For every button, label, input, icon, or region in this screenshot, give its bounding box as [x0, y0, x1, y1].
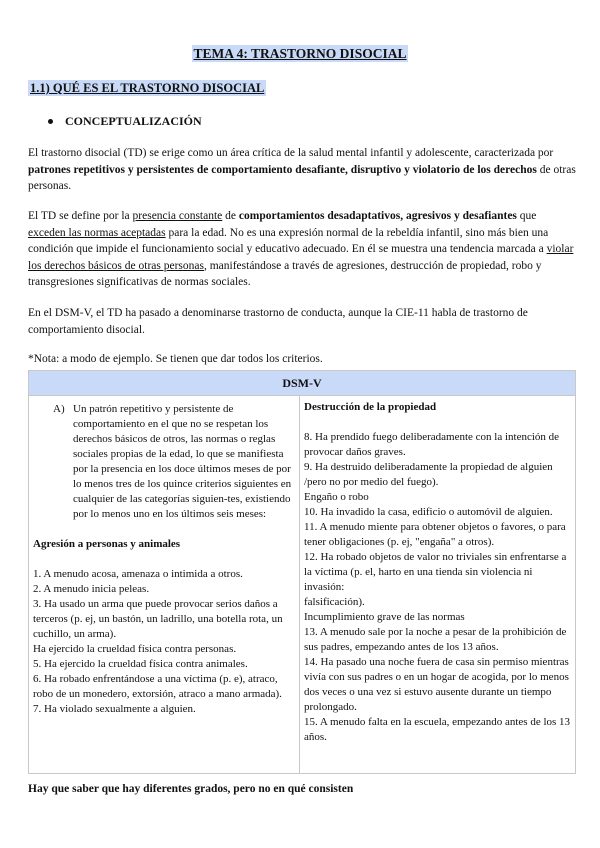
list-item: 9. Ha destruido deliberadamente la propiedad de alguien /pero no por medio del fuego).	[304, 461, 553, 488]
final-note: Hay que saber que hay diferentes grados, pero no en qué consisten	[28, 783, 354, 795]
list-item: 11. A menudo miente para obtener objetos o favores, o para tener obligaciones (p. ej, "engaña" a otros).	[304, 521, 566, 548]
criterion-a-label: A)	[53, 403, 65, 415]
bullet-heading: CONCEPTUALIZACIÓN	[48, 113, 202, 130]
right-heading: Destrucción de la propiedad	[304, 401, 437, 413]
paragraph-definition: El trastorno disocial (TD) se erige como un área crítica de la salud mental infantil y adolescente, caracterizada por patrones repetitivos y persistentes de comportamiento desafiante, disruptivo y violatorio de los derechos de otras personas.	[28, 147, 576, 192]
table-header: DSM-V	[29, 371, 575, 396]
list-item: Incumplimiento grave de las normas	[304, 611, 465, 623]
section-heading: 1.1) QUÉ ES EL TRASTORNO DISOCIAL	[30, 81, 265, 95]
list-item: 12. Ha robado objetos de valor no triviales sin enfrentarse a la víctima (p. el, harto en una tienda sin violencia ni invasión:	[304, 551, 567, 593]
note-text: *Nota: a modo de ejemplo. Se tienen que dar todos los criterios.	[28, 353, 323, 365]
criterion-a-text: Un patrón repetitivo y persistente de comportamiento en el que no se respetan los derechos básicos de otros, las normas o reglas sociales propias de la edad, lo que se manifiesta por la presencia en los doce últimos meses de por lo menos tres de los quince criterios siguientes en cualquier de las categorías siguien-tes, existiendo por lo menos uno en los últimos seis meses:	[73, 403, 292, 520]
list-item: 1. A menudo acosa, amenaza o intimida a otros.	[33, 568, 243, 580]
list-item: 14. Ha pasado una noche fuera de casa sin permiso mientras vivía con sus padres o en un hogar de acogida, por lo menos dos veces o una vez si estuvo ausente durante un tiempo	[304, 656, 569, 698]
list-item: 5. Ha ejercido la crueldad física contra animales.	[33, 658, 248, 670]
left-heading: Agresión a personas y animales	[33, 538, 181, 550]
left-list	[33, 567, 295, 717]
document-title: TEMA 4: TRASTORNO DISOCIAL	[193, 46, 407, 61]
list-item: 6. Ha robado enfrentándose a una víctima (p. e), atraco, robo de un monedero, extorsión, atraco a mano armada).	[33, 673, 282, 700]
bullet-dot-icon	[48, 119, 53, 124]
paragraph-description: El TD se define por la presencia constante de comportamientos desadaptativos, agresivos y desafiantes que exceden las normas aceptadas para la edad. No es una expresión normal de la rebeldía infantil, sino más bien una condición que impide el funcionamiento social y educativo adecuado. En él se muestra una tendencia marcada a violar los derechos básicos de otras personas, manifestándose a través de agresiones, destrucción de propiedad, robo y transgresiones significativas de normas sociales.	[28, 210, 574, 288]
list-item: 8. Ha prendido fuego deliberadamente con la intención de provocar daños graves.	[304, 431, 560, 458]
list-item: Engaño o robo	[304, 491, 369, 503]
list-item: falsificación).	[304, 596, 365, 608]
criterion-a	[33, 402, 295, 522]
table-column-right	[300, 396, 575, 773]
list-item: 7. Ha violado sexualmente a alguien.	[33, 703, 196, 715]
list-item: 2. A menudo inicia peleas.	[33, 583, 150, 595]
list-item: 15. A menudo falta en la escuela, empezando antes de los 13 años.	[304, 716, 571, 743]
list-item: 10. Ha invadido la casa, edificio o automóvil de alguien.	[304, 506, 553, 518]
list-item: 13. A menudo sale por la noche a pesar de la prohibición de sus padres, empezando antes de los 13 años.	[304, 626, 567, 653]
list-item: prolongado.	[304, 701, 357, 713]
dsm-table	[28, 370, 576, 774]
right-list	[304, 430, 571, 745]
list-item: 3. Ha usado un arma que puede provocar serios daños a terceros (p. ej, un bastón, un ladrillo, una botella rota, un cuchillo, un arma).	[33, 598, 283, 640]
table-column-left	[29, 396, 300, 773]
list-item: Ha ejercido la crueldad física contra personas.	[33, 643, 237, 655]
paragraph-dsm: En el DSM-V, el TD ha pasado a denominarse trastorno de conducta, aunque la CIE-11 habla de trastorno de comportamiento disocial.	[28, 307, 528, 336]
